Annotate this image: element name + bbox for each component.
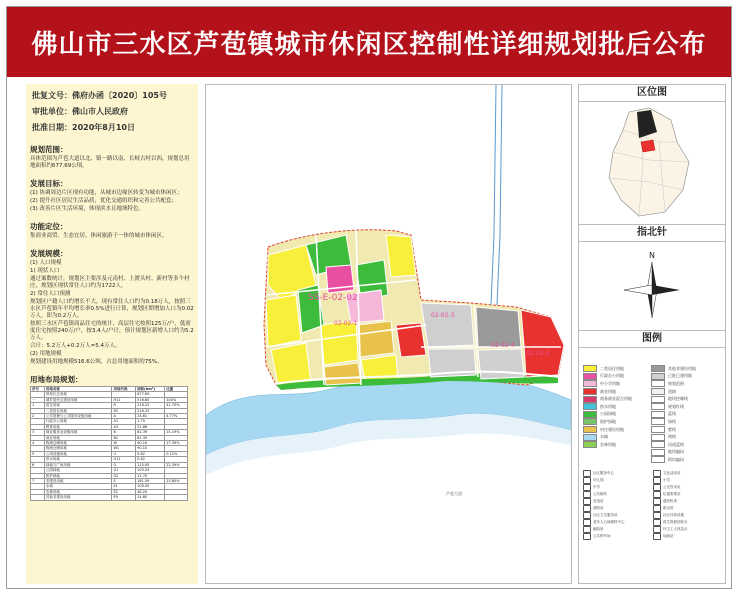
legend-symbol-label: 社区服务中心 — [593, 470, 614, 475]
road-label: 芦苞大道 — [446, 491, 462, 496]
table-cell: U — [112, 451, 136, 456]
table-row — [31, 495, 188, 500]
table-header-cell: 面积(hm²) — [136, 387, 165, 392]
scale-heading: 发展规模： — [30, 249, 68, 258]
legend-symbol-label: 环卫工人休息点 — [663, 526, 688, 531]
table-cell — [165, 495, 188, 500]
scope-text: 具体范围为芦苞大道以北、镇一路以南、长岐古村以西，规划总用地面积约677.69公顷。 — [30, 156, 190, 169]
legend-swatch — [583, 434, 597, 441]
table-cell: 公园绿地 — [44, 468, 112, 473]
legend-swatch — [651, 373, 665, 380]
legend-item — [651, 456, 721, 464]
table-cell: 0.62 — [136, 451, 165, 456]
legend-symbol — [653, 477, 723, 484]
table-cell: 100% — [165, 397, 188, 402]
table-cell: 4 — [31, 441, 45, 446]
table-cell: E — [112, 478, 136, 483]
legend-item — [583, 411, 651, 419]
table-cell: 115.95 — [136, 462, 165, 467]
legend-title: 图例 — [579, 330, 725, 348]
table-cell: R — [112, 403, 136, 408]
table-cell: A — [112, 414, 136, 419]
scale-item: 通过案数统计，规划区主要涉及元南村、上渡头村、新村等多个村庄，规划区现状常住人口约为1722人。 — [30, 276, 190, 289]
table-cell: 防护绿地 — [44, 473, 112, 478]
table-cell: 非建设用地 — [44, 478, 112, 483]
table-cell: 216.25 — [136, 408, 165, 413]
north-letter: N — [649, 251, 655, 260]
legend-symbol-label: 公共停车场 — [593, 533, 611, 538]
table-cell: 90.10 — [136, 446, 165, 451]
table-cell: 其他非建设用地 — [44, 495, 112, 500]
legend-item — [583, 373, 651, 381]
facility-icon — [653, 505, 661, 512]
legend-symbol — [583, 519, 653, 526]
table-cell: 216.25 — [136, 403, 165, 408]
residential-block — [386, 235, 416, 277]
scale-item: (1) 人口规模 — [30, 260, 62, 266]
zone-label: 02-02-1 — [334, 320, 358, 327]
table-cell: 商业服务业设施用地 — [44, 430, 112, 435]
legend-swatch — [583, 365, 597, 372]
table-cell: 行政办公用地 — [44, 419, 112, 424]
legend-swatch — [651, 456, 665, 463]
legend-label: 二类居住用地 — [600, 365, 624, 371]
land-table-heading: 用地布局规划： — [30, 375, 83, 384]
legend-label: 其他非建设用地 — [668, 365, 696, 371]
facility-icon — [653, 491, 661, 498]
legend-item — [583, 433, 651, 441]
legend-label: 防护绿地 — [600, 418, 616, 424]
legend-item — [583, 418, 651, 426]
table-cell: 城乡居民点建设用地 — [44, 397, 112, 402]
table-cell: 22.86 — [136, 424, 165, 429]
facility-icon — [583, 470, 591, 477]
legend-swatch — [583, 411, 597, 418]
table-cell: 82.39 — [136, 430, 165, 435]
legend-symbol-label: 邮政所 — [593, 526, 604, 531]
legend-symbol-label: 公共厕所 — [593, 491, 607, 496]
table-cell: W1 — [112, 446, 136, 451]
legend-symbol — [583, 498, 653, 505]
table-cell: 0.12% — [165, 451, 188, 456]
table-cell: 居住用地 — [44, 403, 112, 408]
table-cell: 24.61 — [136, 414, 165, 419]
legend-item — [651, 380, 721, 388]
legend-symbol-label: 幼儿园 — [593, 477, 604, 482]
scale-item: 2) 常住人口预测 — [30, 291, 71, 297]
table-cell: 6 — [31, 462, 45, 467]
table-header-cell: 用地代码 — [112, 387, 136, 392]
legend-symbol — [583, 533, 653, 540]
approval-date: 批准日期：2020年8月10日 — [32, 123, 135, 132]
legend — [583, 365, 723, 540]
legend-symbol-label: 消防站 — [593, 505, 604, 510]
legend-label: 水域 — [600, 434, 608, 440]
table-cell: 公共管理与公共服务设施用地 — [44, 414, 112, 419]
legend-symbol-label: 中学 — [593, 484, 600, 489]
legend-label: 商务商业混合用地 — [600, 396, 632, 402]
function-text: 集商业商贸、生态宜居、休闲旅游于一体的城市休闲区。 — [30, 233, 168, 239]
table-header-cell: 序号 — [31, 387, 45, 392]
table-cell: 23.80% — [165, 478, 188, 483]
table-cell: 0.62 — [136, 457, 165, 462]
zone-label: SS-E-02-02 — [308, 293, 358, 303]
map-drawing — [206, 85, 571, 583]
legend-swatch — [583, 403, 597, 410]
table-cell: 商业用地 — [44, 435, 112, 440]
village-block — [324, 363, 361, 385]
legend-symbol-label: 社区体育设施 — [663, 512, 684, 517]
approval-unit: 审批单位：佛山市人民政府 — [32, 107, 128, 116]
legend-label: 街坊编码 — [668, 456, 684, 462]
legend-symbol-label: 文化活动站 — [663, 470, 681, 475]
table-cell: 农林用地 — [44, 489, 112, 494]
north-arrow — [579, 242, 725, 332]
legend-item — [583, 380, 651, 388]
scale-item: 合计：5.2万人+0.2万人=5.4万人。 — [30, 343, 121, 349]
legend-swatch — [651, 449, 665, 456]
legend-item — [583, 395, 651, 403]
table-cell: A1 — [112, 419, 136, 424]
table-cell: 516.60 — [136, 397, 165, 402]
legend-item — [651, 411, 721, 419]
site-location — [641, 140, 655, 152]
legend-label: 河道蓝线 — [668, 441, 684, 447]
table-cell: 82.39 — [136, 435, 165, 440]
legend-symbol — [653, 519, 723, 526]
legend-symbol — [583, 526, 653, 533]
facility-icon — [653, 498, 661, 505]
legend-symbol — [653, 470, 723, 477]
legend-item — [651, 395, 721, 403]
table-cell: 103.25 — [136, 468, 165, 473]
legend-swatch — [651, 365, 665, 372]
logistics-block — [478, 349, 524, 379]
legend-symbol-label: 派出所 — [663, 505, 674, 510]
legend-item — [651, 449, 721, 457]
goal-item: (3) 改善片区生活环境，体现滨水且地域特色。 — [30, 206, 145, 212]
village-block — [358, 321, 394, 357]
legend-symbol-label: 加油站 — [663, 533, 674, 538]
north-arrow-title: 指北针 — [579, 224, 725, 242]
legend-swatch — [583, 441, 597, 448]
function-heading: 功能定位： — [30, 222, 68, 231]
table-cell: 1.75 — [136, 419, 165, 424]
legend-item — [651, 388, 721, 396]
legend-symbol — [653, 533, 723, 540]
facility-icon — [583, 491, 591, 498]
legend-swatch — [583, 373, 597, 380]
location-map-title: 区位图 — [579, 85, 725, 102]
legend-symbol — [583, 512, 653, 519]
table-cell: 一 — [31, 397, 45, 402]
facility-icon — [583, 477, 591, 484]
facility-icon — [583, 533, 591, 540]
legend-symbol — [653, 498, 723, 505]
residential-block — [271, 343, 311, 385]
table-cell: 绿地与广场用地 — [44, 462, 112, 467]
legend-symbol — [583, 491, 653, 498]
scale-item: 按照三水区芦苞镇商品住宅的统计，高层住宅按照125万/户，低密度住宅按照240万/户，按3.4人/户计，预计规划区新增人口约为5.2万人。 — [30, 321, 194, 341]
table-cell: H11 — [112, 397, 136, 402]
legend-item — [583, 365, 651, 373]
legend-item — [651, 433, 721, 441]
legend-item — [583, 388, 651, 396]
facility-icon — [653, 470, 661, 477]
legend-label: 道路 — [668, 388, 676, 394]
table-cell: 4.77% — [165, 414, 188, 419]
legend-swatch — [583, 380, 597, 387]
facility-icon — [653, 512, 661, 519]
table-cell: 二类居住用地 — [44, 408, 112, 413]
table-cell: 12.70 — [136, 473, 165, 478]
legend-swatch — [583, 418, 597, 425]
table-cell — [31, 495, 45, 500]
table-cell: B — [112, 430, 136, 435]
legend-label: 农林用地 — [600, 441, 616, 447]
legend-symbol-label: 老年人日间照料中心 — [593, 519, 625, 524]
legend-swatch — [651, 426, 665, 433]
legend-swatch — [651, 411, 665, 418]
legend-label: 规划红线 — [668, 403, 684, 409]
legend-symbol — [583, 470, 653, 477]
scope-heading: 规划范围： — [30, 145, 68, 154]
table-cell: 7 — [31, 478, 45, 483]
table-cell: 22.39% — [165, 462, 188, 467]
text-panel — [26, 84, 198, 584]
facility-icon — [653, 526, 661, 533]
legend-label: 绿线 — [668, 418, 676, 424]
legend-item — [651, 441, 721, 449]
facility-icon — [583, 512, 591, 519]
legend-symbol-label: 垃圾收集站 — [663, 491, 681, 496]
table-cell: R2 — [112, 408, 136, 413]
table-cell: E2 — [112, 489, 136, 494]
table-cell: 15.19% — [165, 430, 188, 435]
legend-symbol — [653, 491, 723, 498]
legend-label: 蓝线 — [668, 411, 676, 417]
facility-icon — [653, 477, 661, 484]
legend-symbol-label: 小学 — [663, 477, 670, 482]
goals-heading: 发展目标： — [30, 179, 68, 188]
table-cell: 161.09 — [136, 478, 165, 483]
table-cell: 教育用地 — [44, 424, 112, 429]
table-cell: 物流仓储用地 — [44, 446, 112, 451]
table-cell: W — [112, 441, 136, 446]
legend-symbol — [653, 526, 723, 533]
table-cell: 677.69 — [136, 392, 165, 397]
legend-symbol — [583, 477, 653, 484]
legend-item — [651, 426, 721, 434]
table-cell: E9 — [112, 495, 136, 500]
legend-swatch — [583, 388, 597, 395]
table-cell: G1 — [112, 468, 136, 473]
legend-label: 公园绿地 — [600, 411, 616, 417]
location-map — [579, 102, 725, 224]
legend-item — [583, 403, 651, 411]
legend-label: 行政办公用地 — [600, 373, 624, 379]
zone-label: 02-02-4 — [491, 342, 515, 349]
legend-symbol — [583, 484, 653, 491]
legend-item — [651, 365, 721, 373]
legend-label: 商业用地 — [600, 388, 616, 394]
table-header-cell: 用地名称 — [44, 387, 112, 392]
table-cell: 2 — [31, 414, 45, 419]
legend-swatch — [651, 418, 665, 425]
facility-icon — [653, 484, 661, 491]
north-road — [497, 85, 502, 305]
legend-item — [583, 426, 651, 434]
table-cell: 公用设施用地 — [44, 451, 112, 456]
approval-info — [32, 92, 194, 132]
facility-icon — [583, 519, 591, 526]
facility-icon — [583, 484, 591, 491]
legend-swatch — [583, 426, 597, 433]
legend-symbol — [653, 484, 723, 491]
facility-icon — [583, 526, 591, 533]
table-cell: 3 — [31, 430, 45, 435]
land-use-table — [30, 386, 188, 501]
north-road — [491, 85, 496, 305]
table-cell: 1 — [31, 403, 45, 408]
legend-swatch — [651, 403, 665, 410]
facility-icon — [653, 533, 661, 540]
table-cell: 供水用地 — [44, 457, 112, 462]
legend-item — [583, 441, 651, 449]
legend-swatch — [651, 380, 665, 387]
legend-label: 供水用地 — [600, 403, 616, 409]
scale-item: 规划区户籍人口约增长不大，现有常住人口约为0.18万人，按照三水区芦苞镇年平均增长率0.5%进行计算，规划区期增加人口为0.02万人，即为0.2万人。 — [30, 299, 194, 319]
legend-symbol — [653, 505, 723, 512]
table-cell: 17.39% — [165, 441, 188, 446]
table-cell: G — [112, 462, 136, 467]
approval-number: 批复文号：佛府办函〔2020〕105号 — [32, 91, 167, 100]
legend-label: 紫线 — [668, 426, 676, 432]
legend-symbol-label: 社区卫生服务站 — [593, 512, 618, 517]
legend-swatch — [651, 434, 665, 441]
land-use-map — [205, 84, 572, 584]
legend-item — [651, 373, 721, 381]
legend-label: 已批已建用地 — [668, 373, 692, 379]
legend-label: 规划范围 — [668, 380, 684, 386]
legend-item — [651, 403, 721, 411]
legend-swatch — [583, 396, 597, 403]
table-cell: 5 — [31, 451, 45, 456]
table-cell: 水域 — [44, 484, 112, 489]
legend-swatch — [651, 396, 665, 403]
legend-symbol-label: 通信机房 — [663, 498, 677, 503]
zone-label: 02-02-3 — [431, 312, 455, 319]
table-cell: U11 — [112, 457, 136, 462]
scale-item: 1) 现状人口 — [30, 268, 60, 274]
legend-swatch — [651, 441, 665, 448]
table-cell: 物流仓储用地 — [44, 441, 112, 446]
scale-item: 规划建设用地规模516.6公顷，占总用地面积的75%。 — [30, 359, 163, 365]
scale-item: (2) 用地规模 — [30, 351, 62, 357]
legend-item — [651, 418, 721, 426]
legend-label: 地块控制线 — [668, 396, 688, 402]
legend-symbol — [653, 512, 723, 519]
facility-icon — [583, 505, 591, 512]
table-header-cell: 比重 — [165, 387, 188, 392]
legend-symbol-label: 公交首末站 — [663, 484, 681, 489]
facility-icon — [583, 498, 591, 505]
info-panel — [578, 84, 726, 584]
table-cell: 规划区总用地 — [44, 392, 112, 397]
logistics-block — [421, 303, 474, 347]
goal-item: (2) 提升社区居民生活品质，优化交通组织和完善公共配套； — [30, 198, 178, 204]
facility-icon — [653, 519, 661, 526]
table-cell: G2 — [112, 473, 136, 478]
page-title: 佛山市三水区芦苞镇城市休闲区控制性详细规划批后公布 — [31, 29, 707, 60]
legend-swatch — [651, 388, 665, 395]
table-cell: 14.80 — [136, 495, 165, 500]
legend-label: 黄线 — [668, 434, 676, 440]
table-cell: 90.10 — [136, 441, 165, 446]
goal-item: (1) 协调周边片区现有功能，从城市边缘区转变为城市休闲区； — [30, 190, 183, 196]
table-cell: A3 — [112, 424, 136, 429]
table-cell: B1 — [112, 435, 136, 440]
commercial-block — [521, 310, 564, 377]
title-banner — [7, 7, 731, 77]
legend-symbol — [583, 505, 653, 512]
residential-block — [266, 295, 301, 347]
table-cell: 46.29 — [136, 489, 165, 494]
table-cell: E1 — [112, 484, 136, 489]
legend-symbol-label: 再生资源回收点 — [663, 519, 688, 524]
table-cell: 100.00 — [136, 484, 165, 489]
legend-label: 中小学用地 — [600, 380, 620, 386]
zone-label: 02-02-5 — [526, 350, 550, 357]
legend-label: 村庄建设用地 — [600, 426, 624, 432]
legend-label: 地块编码 — [668, 449, 684, 455]
legend-symbol-label: 变电站 — [593, 498, 604, 503]
logistics-block — [476, 307, 521, 347]
table-cell: 41.75% — [165, 403, 188, 408]
